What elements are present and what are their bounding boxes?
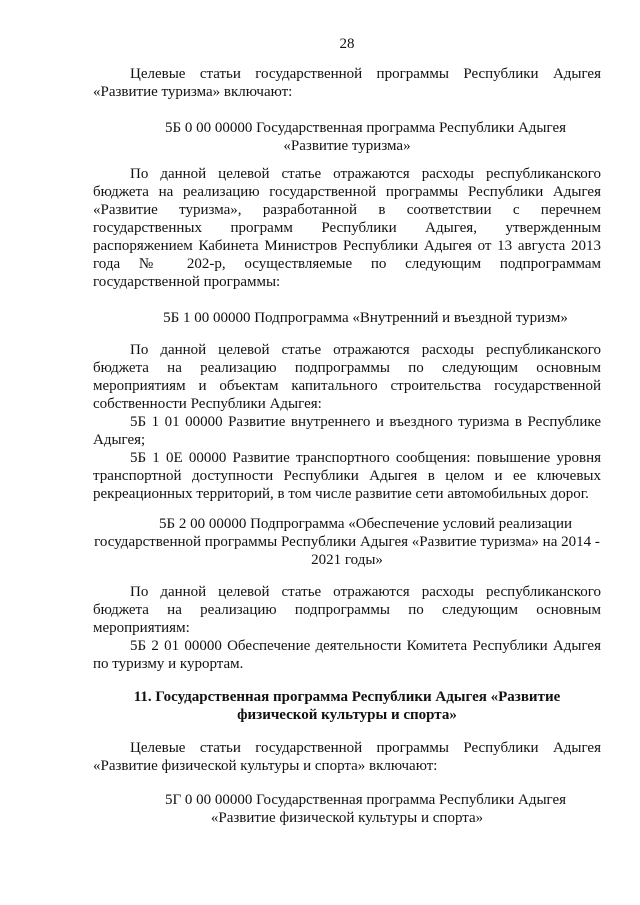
- text-line: мероприятиям:: [93, 620, 190, 636]
- text-line: «Развитие физической культуры и спорта» включают:: [93, 758, 438, 774]
- subprogram-1-item-1: [93, 413, 601, 449]
- subprogram-1-description: [93, 341, 601, 413]
- text-line: «Развитие туризма» включают:: [93, 84, 293, 100]
- text-line: 2021 годы»: [311, 552, 383, 568]
- text-line: Целевые статьи государственной программы Республики Адыгея: [130, 740, 601, 756]
- subprogram-1-item-2: [93, 449, 601, 503]
- text-line: транспортной доступности Республики Адыгея в целом и ее ключевых: [93, 468, 601, 484]
- subprogram-2-description: [93, 583, 601, 637]
- text-line: 5Б 2 00 00000 Подпрограмма «Обеспечение условий реализации: [158, 516, 573, 532]
- text-line: По данной целевой статье отражаются расходы республиканского: [130, 584, 601, 600]
- text-line: По данной целевой статье отражаются расходы республиканского: [130, 166, 601, 182]
- text-line: «Развитие физической культуры и спорта»: [210, 810, 484, 826]
- text-line: По данной целевой статье отражаются расходы республиканского: [130, 342, 601, 358]
- text-line: бюджета на реализацию государственной программы Республики Адыгея: [93, 184, 601, 200]
- text-line: бюджета на реализацию подпрограммы по следующим основным: [93, 602, 601, 618]
- text-line: «Развитие туризма»: [283, 138, 411, 154]
- subprogram-2-code-heading: [93, 515, 601, 569]
- tourism-intro-paragraph: [93, 65, 601, 101]
- text-line: 5Г 0 00 00000 Государственная программа Республики Адыгея: [164, 792, 567, 808]
- tourism-program-code-heading: [93, 119, 601, 155]
- subprogram-1-code-heading: [93, 309, 601, 327]
- text-line: собственности Республики Адыгея:: [93, 396, 322, 412]
- text-line: по туризму и курортам.: [93, 656, 244, 672]
- subprogram-2-item-1: [93, 637, 601, 673]
- text-line: физической культуры и спорта»: [237, 707, 457, 723]
- text-line: 5Б 0 00 00000 Государственная программа Республики Адыгея: [164, 120, 567, 136]
- text-line: мероприятиям и объектам капитального строительства государственной: [93, 378, 601, 394]
- text-line: бюджета на реализацию подпрограммы по следующим основным: [93, 360, 601, 376]
- tourism-program-description: [93, 165, 601, 291]
- section-11-title: [93, 688, 601, 724]
- text-line: «Развитие туризма», разработанной в соответствии с перечнем: [93, 202, 601, 218]
- text-line: 5Б 2 01 00000 Обеспечение деятельности Комитета Республики Адыгея: [130, 638, 601, 654]
- text-line: 5Б 1 0Е 00000 Развитие транспортного сообщения: повышение уровня: [130, 450, 601, 466]
- text-line: 11. Государственная программа Республики Адыгея «Развитие: [133, 689, 561, 705]
- text-line: Адыгея;: [93, 432, 146, 448]
- text-line: рекреационных территорий, в том числе развитие сети автомобильных дорог.: [93, 486, 589, 502]
- page-number-block: [93, 35, 601, 53]
- text-line: Целевые статьи государственной программы Республики Адыгея: [130, 66, 601, 82]
- page-number: 28: [339, 36, 355, 52]
- text-line: распоряжением Кабинета Министров Республики Адыгея от 13 августа 2013: [93, 238, 601, 254]
- text-line: государственной программы:: [93, 274, 281, 290]
- text-line: 5Б 1 01 00000 Развитие внутреннего и въездного туризма в Республике: [130, 414, 601, 430]
- sport-program-code-heading: [93, 791, 601, 827]
- text-line: государственной программы Республики Адыгея «Развитие туризма» на 2014 -: [94, 534, 600, 550]
- sport-intro-paragraph: [93, 739, 601, 775]
- text-line: государственных программ Республики Адыгея, утвержденным: [93, 220, 601, 236]
- text-line: 5Б 1 00 00000 Подпрограмма «Внутренний и въездной туризм»: [163, 310, 568, 326]
- text-line: года № 202-р, осуществляемые по следующим подпрограммам: [93, 256, 601, 272]
